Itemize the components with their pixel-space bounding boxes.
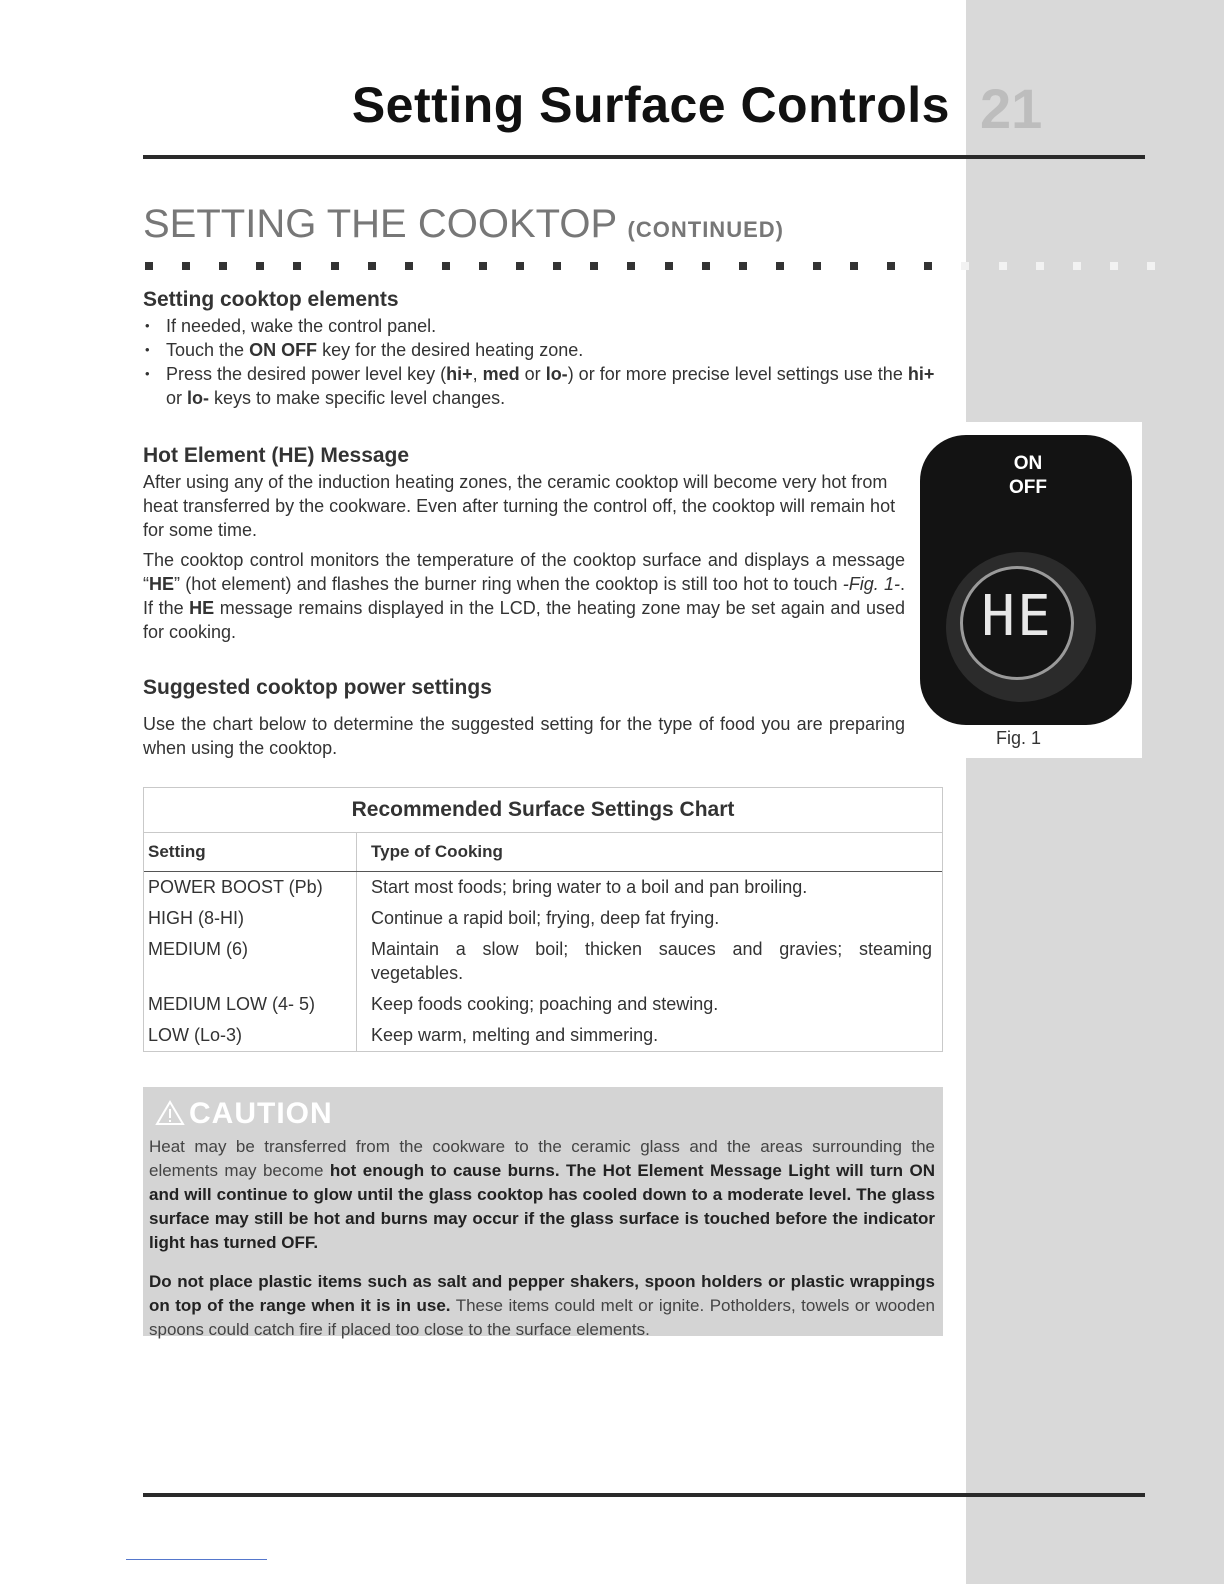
divider-dot <box>182 262 190 270</box>
page-title: Setting Surface Controls <box>351 77 950 133</box>
divider-dot <box>553 262 561 270</box>
caution-box <box>143 1087 943 1339</box>
cell-type: Maintain a slow boil; thicken sauces and gravies; steaming vegetables. <box>371 939 932 983</box>
cell-type: Keep foods cooking; poaching and stewing. <box>371 994 719 1014</box>
section-title <box>143 202 784 247</box>
top-divider <box>143 155 1145 159</box>
side-band <box>966 0 1224 1584</box>
caution-paragraph: Do not place plastic items such as salt and pepper shakers, spoon holders or plastic wrappings on top of the range when it is in use. These items could melt or ignite. Potholders, towels or wooden spoons could catch fire if placed too close to the surface elements. <box>149 1272 936 1339</box>
warning-icon <box>155 1100 185 1126</box>
divider-dot <box>479 262 487 270</box>
divider-dot <box>1073 262 1081 270</box>
divider-dot <box>961 262 969 270</box>
table-row <box>144 1020 942 1051</box>
on-off-key-label: ON OFF <box>1009 453 1047 498</box>
list-item: • If needed, wake the control panel. <box>143 314 953 338</box>
divider-dot <box>442 262 450 270</box>
settings-table <box>144 833 942 1051</box>
cell-type: Start most foods; bring water to a boil and pan broiling. <box>371 877 808 897</box>
list-item: • Touch the ON OFF key for the desired heating zone. <box>143 338 953 362</box>
divider-dot <box>331 262 339 270</box>
divider-dot <box>1147 262 1155 270</box>
divider-dot <box>813 262 821 270</box>
paragraph-hot-element-1: After using any of the induction heating zones, the ceramic cooktop will become very hot from heat transferred by the cookware. Even after turning the control off, the cooktop will remain hot for some time. <box>143 472 896 540</box>
table-row <box>144 903 942 934</box>
bottom-divider <box>143 1493 1145 1497</box>
paragraph-hot-element-2: The cooktop control monitors the temperature of the cooktop surface and displays a message “HE” (hot element) and flashes the burner ring when the cooktop is still too hot to touch -Fig. 1-. If the HE message remains displayed in the LCD, the heating zone may be set again and used for cooking. <box>143 550 905 642</box>
cell-setting: LOW (Lo-3) <box>144 1020 357 1051</box>
divider-dot <box>627 262 635 270</box>
column-header-setting: Setting <box>144 833 357 872</box>
dotted-divider <box>145 262 1155 270</box>
divider-dot <box>1036 262 1044 270</box>
heading-suggested-settings: Suggested cooktop power settings <box>143 676 492 699</box>
table-row <box>144 872 942 904</box>
caution-title: CAUTION <box>155 1097 333 1131</box>
caution-paragraph: Heat may be transferred from the cookware to the ceramic glass and the areas surrounding the elements may become hot enough to cause burns. The Hot Element Message Light will turn ON and will continue to glow until the glass cooktop has cooled down to a moderate level. The glass surface may still be hot and burns may occur if the glass surface is touched before the indicator light has turned OFF. <box>149 1137 935 1252</box>
list-item: • Press the desired power level key (hi+, med or lo-) or for more precise level settings use the hi+ or lo- keys to make specific level changes. <box>143 362 953 410</box>
caution-text <box>149 1135 935 1342</box>
chart-title: Recommended Surface Settings Chart <box>144 788 942 833</box>
divider-dot <box>256 262 264 270</box>
figure-caption: Fig. 1 <box>996 728 1042 748</box>
divider-dot <box>293 262 301 270</box>
section-title-suffix: (CONTINUED) <box>627 217 784 242</box>
divider-dot <box>219 262 227 270</box>
divider-dot <box>516 262 524 270</box>
paragraph-suggested: Use the chart below to determine the suggested setting for the type of food you are preparing when using the cooktop. <box>143 714 905 758</box>
divider-dot <box>665 262 673 270</box>
divider-dot <box>739 262 747 270</box>
cell-type: Continue a rapid boil; frying, deep fat frying. <box>371 908 720 928</box>
cell-setting: MEDIUM LOW (4- 5) <box>144 989 357 1020</box>
footer-line <box>126 1559 267 1560</box>
heading-hot-element: Hot Element (HE) Message <box>143 444 410 467</box>
section-title-text: SETTING THE COOKTOP <box>143 202 617 246</box>
divider-dot <box>776 262 784 270</box>
cell-setting: MEDIUM (6) <box>144 934 357 989</box>
cell-setting: POWER BOOST (Pb) <box>144 872 357 904</box>
divider-dot <box>924 262 932 270</box>
divider-dot <box>999 262 1007 270</box>
divider-dot <box>368 262 376 270</box>
cell-type: Keep warm, melting and simmering. <box>371 1025 659 1045</box>
divider-dot <box>145 262 153 270</box>
cell-setting: HIGH (8-HI) <box>144 903 357 934</box>
divider-dot <box>702 262 710 270</box>
divider-dot <box>590 262 598 270</box>
settings-chart <box>143 787 943 1052</box>
divider-dot <box>887 262 895 270</box>
table-row <box>144 934 942 989</box>
table-header-row <box>144 833 942 872</box>
heading-setting-elements: Setting cooktop elements <box>143 288 399 311</box>
divider-dot <box>850 262 858 270</box>
instruction-list <box>143 314 953 410</box>
page-number: 21 <box>980 77 1043 140</box>
he-display: HE <box>981 584 1053 649</box>
divider-dot <box>405 262 413 270</box>
divider-dot <box>1110 262 1118 270</box>
table-row <box>144 989 942 1020</box>
column-header-type: Type of Cooking <box>357 833 943 872</box>
